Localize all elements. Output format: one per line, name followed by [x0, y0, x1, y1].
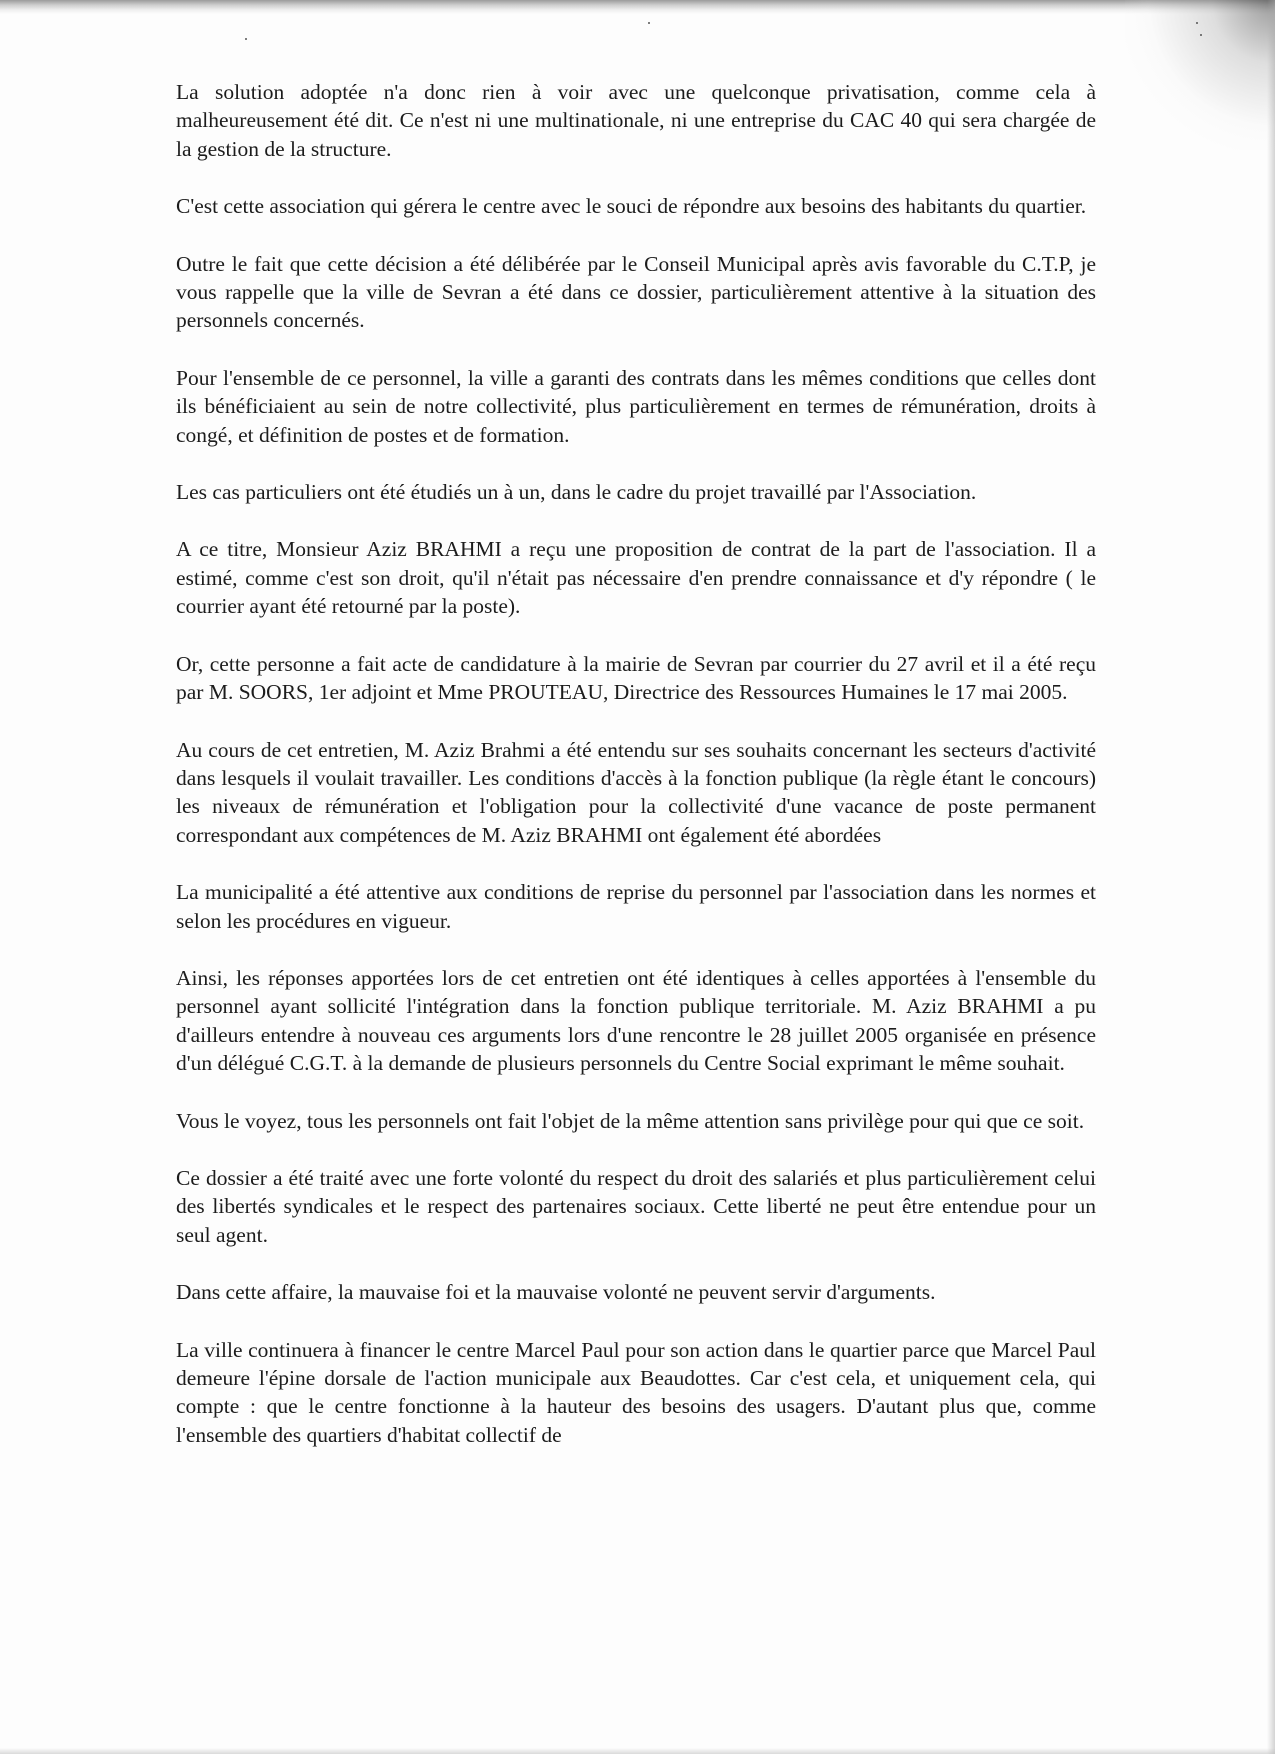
letter-body	[176, 78, 1096, 1478]
paragraph: La municipalité a été attentive aux conditions de reprise du personnel par l'association dans les normes et selon les procédures en vigueur.	[176, 880, 1096, 933]
scan-speck	[1196, 22, 1198, 24]
paragraph: Les cas particuliers ont été étudiés un à un, dans le cadre du projet travaillé par l'Association.	[176, 480, 977, 505]
paragraph: La ville continuera à financer le centre Marcel Paul pour son action dans le quartier parce que Marcel Paul demeure l'épine dorsale de l'action municipale aux Beaudottes. Car c'est cela, et uniquement cela, qui compte : que le centre fonctionne à la hauteur des besoins des usagers. D'autant plus que, comme l'ensemble des quartiers d'habitat collectif de	[176, 1337, 1096, 1447]
paragraph: A ce titre, Monsieur Aziz BRAHMI a reçu une proposition de contrat de la part de l'association. Il a estimé, comme c'est son droit, qu'il n'était pas nécessaire d'en prendre connaissance et d'y répondre ( le courrier ayant été retourné par la poste).	[176, 537, 1096, 619]
paragraph: Dans cette affaire, la mauvaise foi et la mauvaise volonté ne peuvent servir d'arguments.	[176, 1280, 936, 1305]
paragraph: La solution adoptée n'a donc rien à voir avec une quelconque privatisation, comme cela à malheureusement été dit. Ce n'est ni une multinationale, ni une entreprise du CAC 40 qui sera chargée de la gestion de la structure.	[176, 80, 1096, 161]
paragraph: Pour l'ensemble de ce personnel, la ville a garanti des contrats dans les mêmes conditions que celles dont ils bénéficiaient au sein de notre collectivité, plus particulièrement en termes de rémunération, droits à congé, et définition de postes et de formation.	[176, 365, 1096, 447]
scan-speck	[245, 38, 247, 40]
paragraph: Or, cette personne a fait acte de candidature à la mairie de Sevran par courrier du 27 avril et il a été reçu par M. SOORS, 1er adjoint et Mme PROUTEAU, Directrice des Ressources Humaines le 17 mai 2005.	[176, 651, 1096, 705]
paragraph: Vous le voyez, tous les personnels ont fait l'objet de la même attention sans privilège pour qui que ce soit.	[176, 1108, 1085, 1133]
scan-shadow-top	[0, 0, 1275, 14]
scan-shadow-corner	[1125, 0, 1275, 150]
paragraph: Au cours de cet entretien, M. Aziz Brahmi a été entendu sur ses souhaits concernant les secteurs d'activité dans lesquels il voulait travailler. Les conditions d'accès à la fonction publique (la règle étant le concours) les niveaux de rémunération et l'obligation pour la collectivité d'une vacance de poste permanent correspondant aux compétences de M. Aziz BRAHMI ont également été abordées	[176, 737, 1096, 847]
scan-shadow-right	[1267, 0, 1275, 1754]
paragraph: Outre le fait que cette décision a été délibérée par le Conseil Municipal après avis favorable du C.T.P, je vous rappelle que la ville de Sevran a été dans ce dossier, particulièrement attentive à la situation des personnels concernés.	[176, 251, 1096, 333]
scan-shadow-bottom	[0, 1748, 1275, 1754]
paragraph: Ce dossier a été traité avec une forte volonté du respect du droit des salariés et plus particulièrement celui des libertés syndicales et le respect des partenaires sociaux. Cette liberté ne peut être entendue pour un seul agent.	[176, 1165, 1096, 1247]
scan-speck	[648, 22, 650, 24]
paragraph: Ainsi, les réponses apportées lors de cet entretien ont été identiques à celles apportées à l'ensemble du personnel ayant sollicité l'intégration dans la fonction publique territoriale. M. Aziz BRAHMI a pu d'ailleurs entendre à nouveau ces arguments lors d'une rencontre le 28 juillet 2005 organisée en présence d'un délégué C.G.T. à la demande de plusieurs personnels du Centre Social exprimant le même souhait.	[176, 965, 1096, 1076]
paragraph: C'est cette association qui gérera le centre avec le souci de répondre aux besoins des habitants du quartier.	[176, 194, 1087, 219]
scan-speck	[1200, 34, 1202, 36]
